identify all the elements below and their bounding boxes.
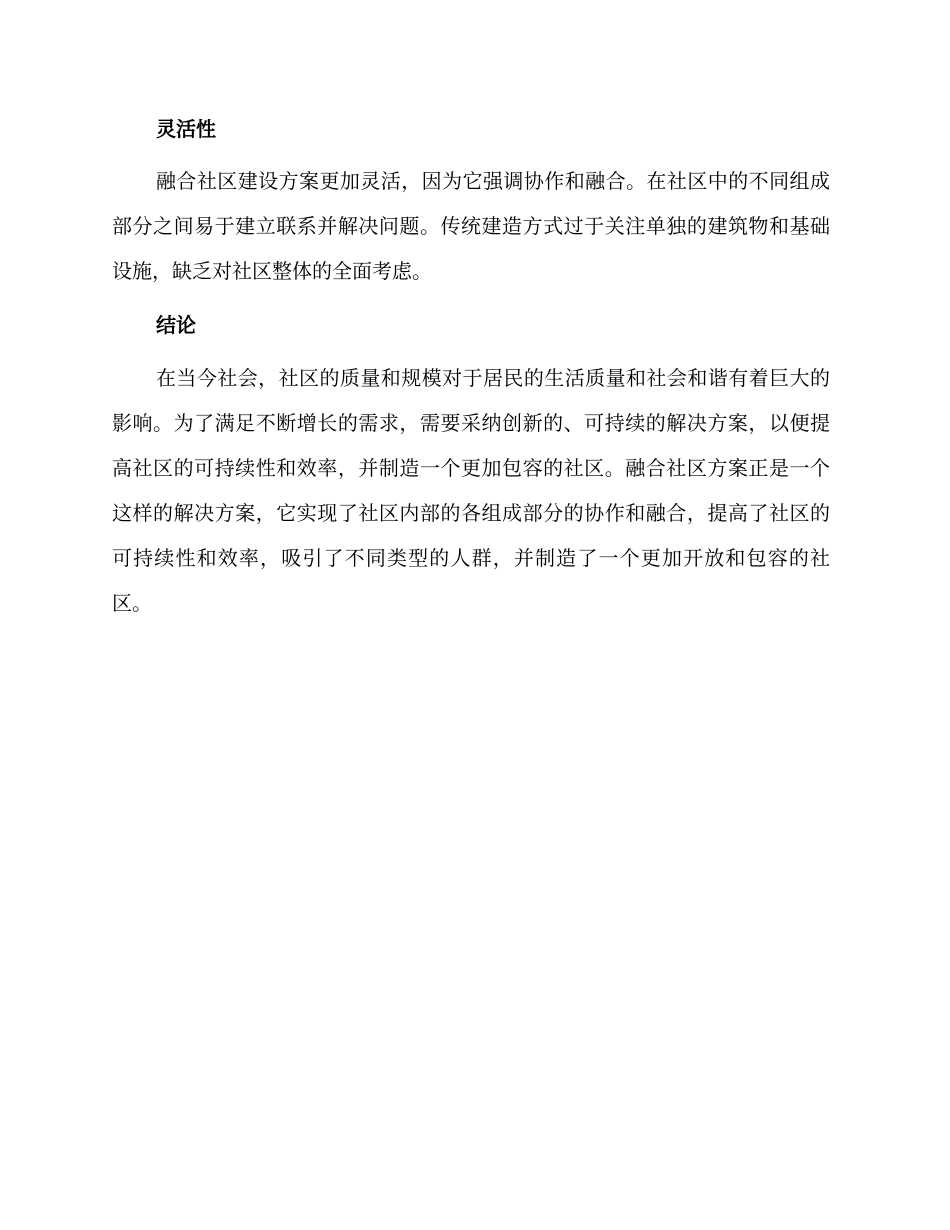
section-paragraph-conclusion: 在当今社会，社区的质量和规模对于居民的生活质量和社会和谐有着巨大的影响。为了满足不断增长的需求，需要采纳创新的、可持续的解决方案，以便提高社区的可持续性和效率，并制造一个更加包容的社区。融合社区方案正是一个这样的解决方案，它实现了社区内部的各组成部分的协作和融合，提高了社区的可持续性和效率，吸引了不同类型的人群，并制造了一个更加开放和包容的社区。	[112, 366, 830, 615]
section-paragraph-flexibility: 融合社区建设方案更加灵活，因为它强调协作和融合。在社区中的不同组成部分之间易于建立联系并解决问题。传统建造方式过于关注单独的建筑物和基础设施，缺乏对社区整体的全面考虑。	[112, 169, 830, 283]
section-heading-conclusion: 结论	[156, 313, 196, 337]
document-body	[112, 112, 830, 626]
section-heading-flexibility: 灵活性	[156, 117, 216, 141]
